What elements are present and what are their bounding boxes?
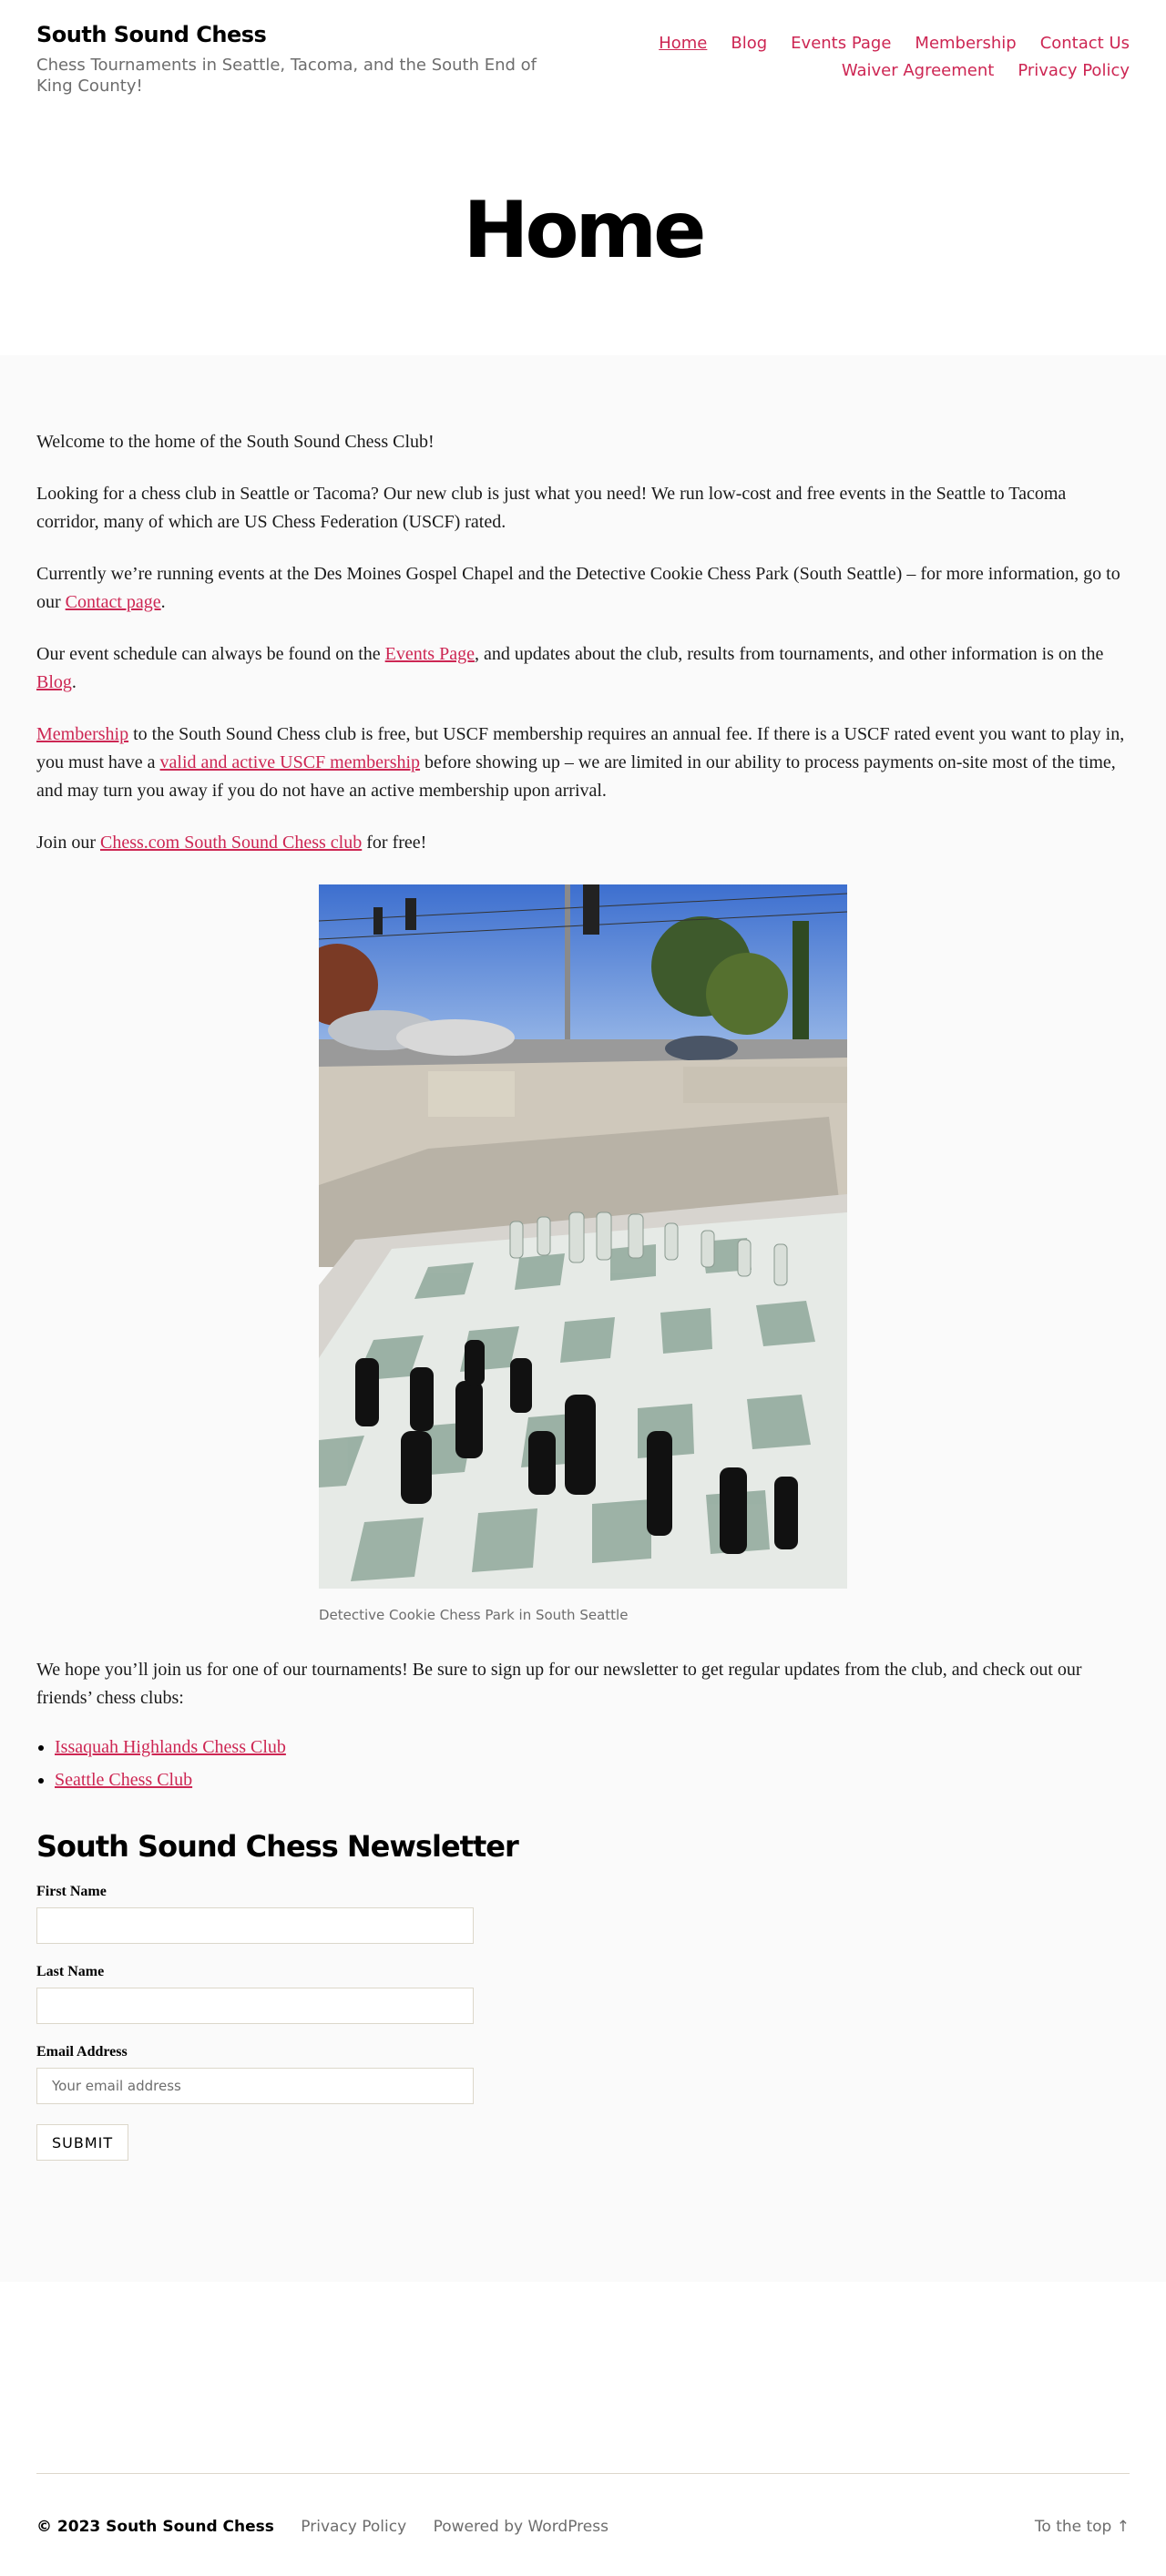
list-item [55,1763,1130,1796]
email-field [36,2044,1130,2104]
membership-paragraph [36,721,1130,805]
events-page-link[interactable]: Events Page [384,644,475,664]
newsletter-form [36,1884,1130,2161]
nav-waiver-link[interactable]: Waiver Agreement [841,61,995,80]
welcome-paragraph: Welcome to the home of the South Sound Chess Club! [36,432,435,452]
site-branding [36,22,565,97]
page-title: Home [463,185,703,276]
join-paragraph: We hope you’ll join us for one of our tournaments! Be sure to sign up for our newsletter to get regular updates from the club, and check out our friends’ chess clubs: [36,1660,1082,1708]
chess-park-photo [319,884,847,1589]
nav-membership-link[interactable]: Membership [915,34,1017,53]
venues-text: Currently we’re running events at the Des Moines Gospel Chapel and the Detective Cookie Chess Park (South Seattle) – for more information, go to our [36,564,1120,612]
newsletter-title: South Sound Chess Newsletter [36,1829,518,1864]
seattle-club-link[interactable]: Seattle Chess Club [55,1770,193,1790]
first-name-input[interactable] [36,1907,474,1944]
chesscom-text-end: for free! [362,833,427,853]
contact-page-link[interactable]: Contact page [65,592,161,612]
chesscom-club-link[interactable]: Chess.com South Sound Chess club [100,833,363,853]
chesscom-text: Join our [36,833,100,853]
to-top-link[interactable]: To the top ↑ [1034,2518,1130,2536]
issaquah-club-link[interactable]: Issaquah Highlands Chess Club [55,1737,286,1757]
intro-paragraph: Looking for a chess club in Seattle or Tacoma? Our new club is just what you need! We run low-cost and free events in the Seattle to Tacoma corridor, many of which are US Chess Federation (USCF) rated. [36,484,1067,532]
nav-contact-link[interactable]: Contact Us [1039,34,1130,53]
first-name-label: First Name [36,1884,107,1899]
schedule-paragraph [36,640,1130,697]
site-description: Chess Tournaments in Seattle, Tacoma, and the South End of King County! [36,56,537,97]
chess-park-illustration [319,884,847,1589]
nav-events-link[interactable]: Events Page [791,34,892,53]
uscf-membership-link[interactable]: valid and active USCF membership [159,752,421,772]
last-name-input[interactable] [36,1988,474,2024]
nav-blog-link[interactable]: Blog [731,34,768,53]
schedule-text-mid: , and updates about the club, results from tournaments, and other information is on the [474,644,1104,664]
primary-nav [619,35,1130,80]
membership-text: to the South Sound Chess club is free, but USCF membership requires an annual fee. If there is a USCF rated event you want to play in, you must have a [36,724,1125,772]
venues-paragraph [36,560,1130,617]
email-input[interactable] [36,2068,474,2104]
friend-clubs-list [36,1731,1130,1796]
schedule-text: Our event schedule can always be found on the [36,644,385,664]
submit-button[interactable]: SUBMIT [36,2124,128,2161]
membership-link[interactable]: Membership [36,724,129,744]
chesscom-paragraph [36,829,1130,857]
blog-link[interactable]: Blog [36,672,72,692]
site-title[interactable]: South Sound Chess [36,22,267,47]
membership-text-end: before showing up – we are limited in our ability to process payments on-site most of the time, and may turn you away if you do not have an active membership upon arrival. [36,752,1116,801]
nav-privacy-link[interactable]: Privacy Policy [1018,61,1130,80]
nav-home-link[interactable]: Home [659,34,708,53]
main-content [0,355,1166,2282]
footer-powered-link[interactable]: Powered by WordPress [433,2518,609,2536]
list-item [55,1731,1130,1763]
first-name-field [36,1884,1130,1944]
venues-text-end: . [160,592,166,612]
footer-privacy-link[interactable]: Privacy Policy [301,2518,407,2536]
site-footer [36,2473,1130,2536]
chess-park-figure [319,884,847,1623]
entry-content [36,428,1130,2161]
schedule-text-end: . [71,672,77,692]
footer-row [36,2518,1130,2536]
photo-caption: Detective Cookie Chess Park in South Seattle [319,1607,629,1623]
last-name-label: Last Name [36,1964,105,1979]
footer-copyright: © 2023 South Sound Chess [36,2518,274,2536]
last-name-field [36,1964,1130,2024]
site-header [0,0,1166,355]
email-label: Email Address [36,2044,128,2060]
